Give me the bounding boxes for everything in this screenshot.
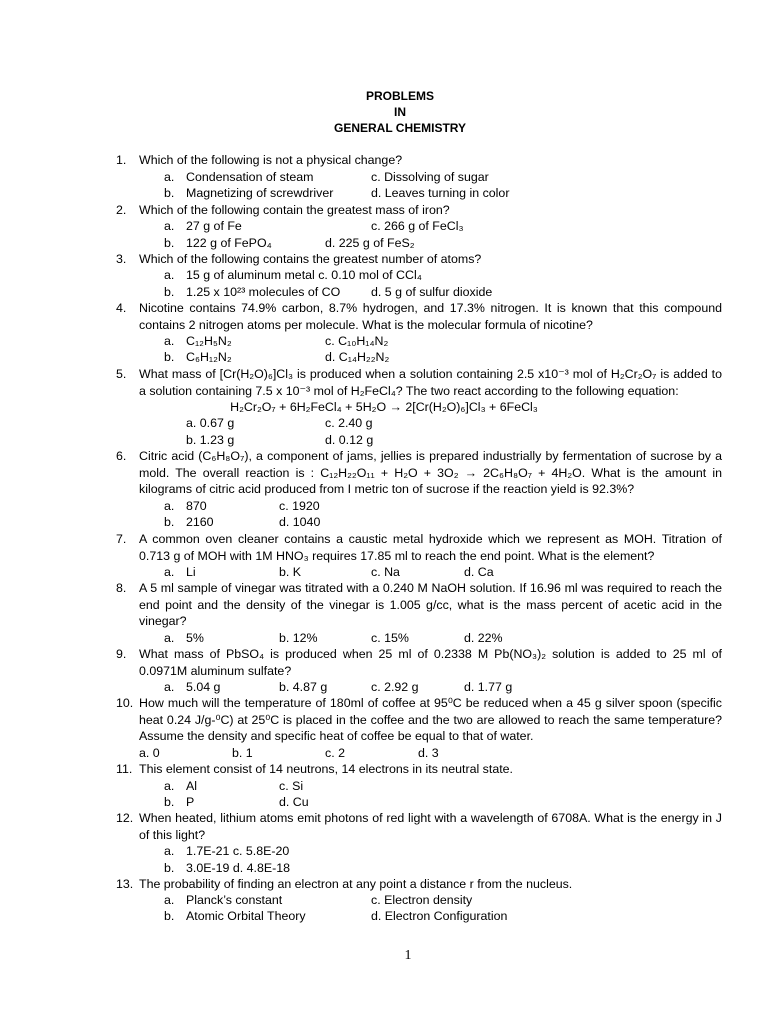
option-text: 5.04 g <box>186 680 221 694</box>
option-text: d. 1040 <box>279 515 321 529</box>
title-line-1: PROBLEMS <box>365 89 434 103</box>
option-text: c. 2.40 g <box>325 416 373 430</box>
option-text: c. 266 g of FeCl₃ <box>371 219 464 233</box>
option-letter: b. <box>164 795 175 809</box>
option-text: Magnetizing of screwdriver <box>186 186 334 200</box>
question-number: 2. <box>116 203 127 217</box>
option-text: 1.7E-21 c. 5.8E-20 <box>186 844 290 858</box>
option-text: Al <box>186 779 198 793</box>
option-text: d. 1.77 g <box>464 680 513 694</box>
option-text: a. 0 <box>139 746 160 760</box>
option-text: 15 g of aluminum metal c. 0.10 mol of CCl₄ <box>186 268 422 282</box>
option-letter: a. <box>164 844 175 858</box>
title-line-3: GENERAL CHEMISTRY <box>333 121 466 135</box>
option-letter: b. <box>164 909 175 923</box>
question-number: 4. <box>116 301 127 315</box>
option-text: c. Si <box>279 779 304 793</box>
option-text: d. Leaves turning in color <box>371 186 510 200</box>
question-text: The probability of finding an electron at any point a distance r from the nucleus. <box>139 877 573 891</box>
option-letter: a. <box>164 268 175 282</box>
option-letter: a. <box>164 631 175 645</box>
option-text: b. 1 <box>232 746 253 760</box>
option-text: 3.0E-19 d. 4.8E-18 <box>186 861 291 875</box>
question-number: 3. <box>116 252 127 266</box>
option-text: c. Dissolving of sugar <box>371 170 489 184</box>
option-text: Atomic Orbital Theory <box>186 909 306 923</box>
option-text: C₆H₁₂N₂ <box>186 350 232 364</box>
option-text: Condensation of steam <box>186 170 314 184</box>
option-letter: b. <box>164 236 175 250</box>
option-text: d. 5 g of sulfur dioxide <box>371 285 493 299</box>
option-text: 122 g of FePO₄ <box>186 236 272 250</box>
option-text: Planck’s constant <box>186 893 283 907</box>
option-letter: a. <box>164 565 175 579</box>
question-number: 8. <box>116 581 127 595</box>
question-number: 7. <box>116 532 127 546</box>
option-letter: b. <box>164 186 175 200</box>
option-text: d. 3 <box>418 746 439 760</box>
option-text: c. 2 <box>325 746 345 760</box>
option-text: c. 1920 <box>279 499 320 513</box>
option-letter: b. <box>164 515 175 529</box>
question-number: 13. <box>116 877 134 891</box>
question-number: 1. <box>116 153 127 167</box>
option-letter: b. <box>164 350 175 364</box>
option-letter: b. <box>164 285 175 299</box>
option-text: b. 4.87 g <box>279 680 328 694</box>
question-text: What mass of PbSO₄ is produced when 25 ml of 0.2338 M Pb(NO₃)₂ solution is added to 25 ml of 0.0971M aluminum sulfate? <box>139 647 722 678</box>
page-number: 1 <box>404 948 412 963</box>
option-text: d. 0.12 g <box>325 433 374 447</box>
question-text: A common oven cleaner contains a caustic metal hydroxide which we represent as MOH. Titration of 0.713 g of MOH with 1M HNO₃ requires 17.85 ml to reach the end point. What is the element? <box>139 532 722 563</box>
option-text: c. Electron density <box>371 893 473 907</box>
question-text: What mass of [Cr(H₂O)₆]Cl₃ is produced when a solution containing 2.5 x10⁻³ mol of H₂Cr₂O₇ is added to a solution containing 7.5 x 10⁻³ mol of H₂FeCl₄? The two react according to the following equation: <box>139 367 722 398</box>
option-letter: a. <box>164 680 175 694</box>
option-letter: b. <box>164 861 175 875</box>
option-text: b. K <box>279 565 302 579</box>
option-text: b. 1.23 g <box>186 433 235 447</box>
option-letter: a. <box>164 219 175 233</box>
option-letter: a. <box>164 499 175 513</box>
option-text: c. C₁₀H₁₄N₂ <box>325 334 389 348</box>
option-text: 2160 <box>186 515 214 529</box>
question-text: Which of the following contain the greatest mass of iron? <box>139 203 450 217</box>
question-text: Citric acid (C₆H₈O₇), a component of jams, jellies is prepared industrially by fermentation of sucrose by a mold. The overall reaction is : C₁₂H₂₂O₁₁ + H₂O + 3O₂ → 2C₆H₈O₇ + 4H₂O. What is the amount in kilograms of citric acid produced from I metric ton of sucrose if the reaction yield is 92.3%? <box>139 449 722 496</box>
option-text: d. C₁₄H₂₂N₂ <box>325 350 390 364</box>
chemical-equation: H₂Cr₂O₇ + 6H₂FeCl₄ + 5H₂O → 2[Cr(H₂O)₆]Cl₃ + 6FeCl₃ <box>230 400 538 414</box>
option-text: d. 22% <box>464 631 503 645</box>
question-number: 9. <box>116 647 127 661</box>
question-text: A 5 ml sample of vinegar was titrated with a 0.240 M NaOH solution. If 16.96 ml was required to reach the end point and the density of the vinegar is 1.005 g/cc, what is the mass percent of acetic acid in the vinegar? <box>139 581 722 628</box>
question-text: This element consist of 14 neutrons, 14 electrons in its neutral state. <box>139 762 513 776</box>
option-text: 5% <box>186 631 204 645</box>
option-text: P <box>186 795 195 809</box>
question-text: Which of the following contains the greatest number of atoms? <box>139 252 482 266</box>
question-number: 12. <box>116 811 134 825</box>
option-text: d. Ca <box>464 565 494 579</box>
option-text: c. Na <box>371 565 400 579</box>
option-text: c. 2.92 g <box>371 680 419 694</box>
question-text: Nicotine contains 74.9% carbon, 8.7% hydrogen, and 17.3% nitrogen. It is known that this compound contains 2 nitrogen atoms per molecule. What is the molecular formula of nicotine? <box>139 301 722 332</box>
option-text: C₁₂H₅N₂ <box>186 334 232 348</box>
option-text: 27 g of Fe <box>186 219 242 233</box>
option-text: a. 0.67 g <box>186 416 235 430</box>
option-letter: a. <box>164 334 175 348</box>
question-text: When heated, lithium atoms emit photons of red light with a wavelength of 6708A. What is the energy in J of this light? <box>139 811 722 842</box>
option-letter: a. <box>164 779 175 793</box>
question-text: How much will the temperature of 180ml of coffee at 95⁰C be reduced when a 45 g silver spoon (specific heat 0.24 J/g-⁰C) at 25⁰C is placed in the coffee and the two are allowed to reach the same temperature? Assume the density and specific heat of coffee be equal to that of water. <box>139 696 722 743</box>
question-number: 11. <box>116 762 133 776</box>
option-text: Li <box>186 565 196 579</box>
option-text: d. Cu <box>279 795 309 809</box>
option-text: d. Electron Configuration <box>371 909 508 923</box>
option-text: b. 12% <box>279 631 318 645</box>
title-line-2: IN <box>394 105 406 119</box>
option-text: 1.25 x 10²³ molecules of CO <box>186 285 341 299</box>
question-number: 6. <box>116 449 127 463</box>
option-letter: a. <box>164 893 175 907</box>
option-text: c. 15% <box>371 631 409 645</box>
option-letter: a. <box>164 170 175 184</box>
option-text: 870 <box>186 499 207 513</box>
option-text: d. 225 g of FeS₂ <box>325 236 415 250</box>
question-number: 5. <box>116 367 127 381</box>
question-text: Which of the following is not a physical change? <box>139 153 403 167</box>
question-number: 10. <box>116 696 134 710</box>
